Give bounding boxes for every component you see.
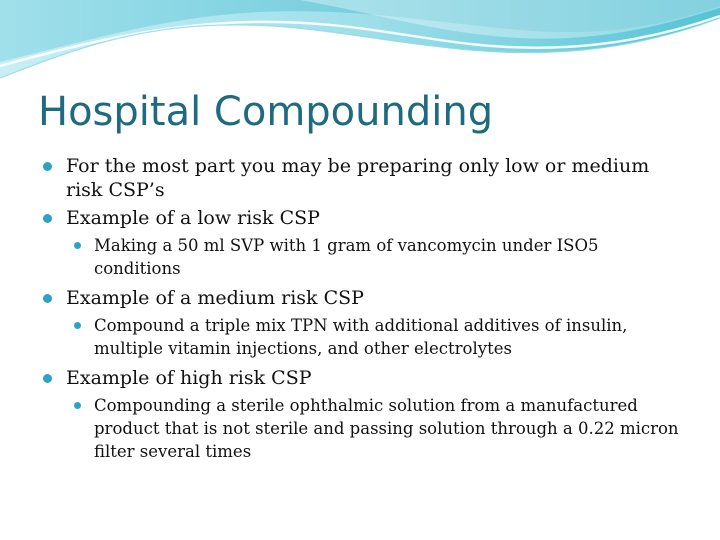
bullet-item <box>40 154 690 202</box>
bullet-list <box>40 154 690 469</box>
bullet-text: Example of high risk CSP <box>66 367 312 389</box>
bullet-dot-icon <box>74 242 81 249</box>
bullet-dot-icon <box>43 374 52 383</box>
sub-bullet-text: Compounding a sterile ophthalmic solution from a manufactured product that is not sterile and passing solution through a 0.22 micron filter several times <box>94 396 679 461</box>
bullet-dot-icon <box>43 294 52 303</box>
header-wave-decoration <box>0 0 720 90</box>
bullet-item <box>40 286 690 310</box>
sub-bullet-text: Compound a triple mix TPN with additional additives of insulin, multiple vitamin injections, and other electrolytes <box>94 316 628 358</box>
sub-bullet-item <box>69 234 690 280</box>
bullet-dot-icon <box>43 214 52 223</box>
bullet-text: For the most part you may be preparing only low or medium risk CSP’s <box>66 155 650 201</box>
bullet-dot-icon <box>74 402 81 409</box>
sub-bullet-item <box>69 314 690 360</box>
bullet-text: Example of a medium risk CSP <box>66 287 364 309</box>
bullet-item <box>40 206 690 230</box>
bullet-text: Example of a low risk CSP <box>66 207 320 229</box>
bullet-item <box>40 366 690 390</box>
bullet-dot-icon <box>74 322 81 329</box>
slide-title: Hospital Compounding <box>38 89 494 135</box>
sub-bullet-item <box>69 394 690 463</box>
sub-bullet-text: Making a 50 ml SVP with 1 gram of vancomycin under ISO5 conditions <box>94 236 599 278</box>
bullet-dot-icon <box>43 162 52 171</box>
